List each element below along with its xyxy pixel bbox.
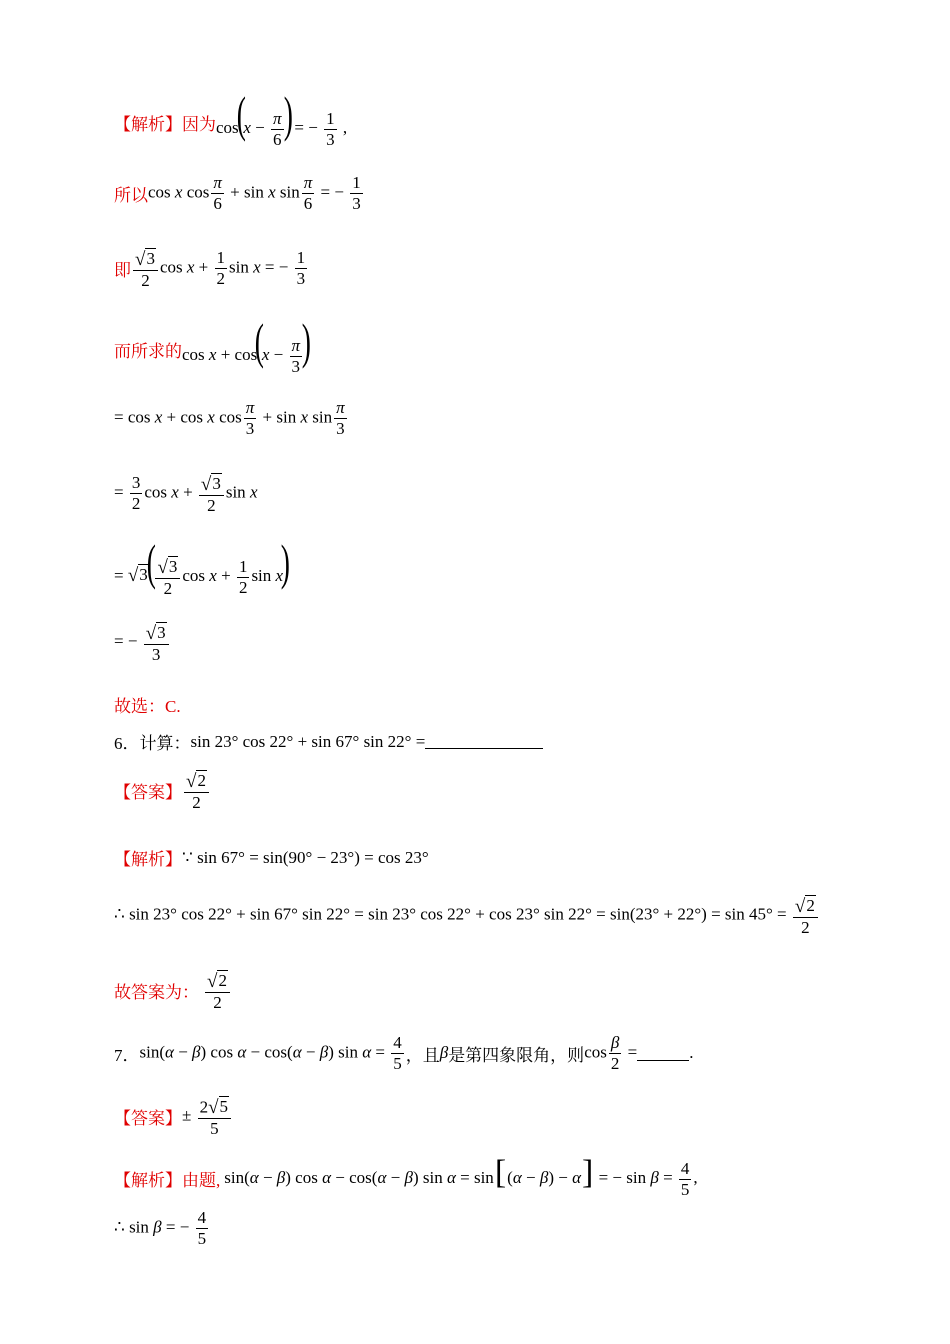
q7-number: 7． <box>114 1045 140 1065</box>
q7-derivation <box>114 1209 210 1248</box>
math-expression: cos $\frac{\beta}{2}$ = <box>584 1033 638 1073</box>
q7-condition-2: 是第四象限角，则 <box>448 1045 585 1065</box>
q6-number: 6． <box>114 734 140 753</box>
q5-line-4 <box>114 313 311 376</box>
q5-line-7 <box>114 534 290 598</box>
q6-derivation <box>114 895 820 936</box>
q7-jiexi-tag: 【解析】 <box>114 1170 182 1190</box>
q5-line1-prefix: 因为 <box>182 114 216 134</box>
q7-answer <box>114 1096 233 1137</box>
q5-conclusion: 故选：C. <box>114 697 181 716</box>
q5-line3-prefix: 即 <box>114 261 131 281</box>
math-expression: = − √ 3 3 <box>114 622 171 663</box>
q7-answer-tag: 【答案】 <box>114 1109 182 1129</box>
q5-line-1 <box>114 86 348 149</box>
q5-line-5 <box>114 399 349 438</box>
q7-jiexi <box>114 1154 698 1199</box>
math-expression: ± 2 √ 5 5 <box>182 1096 233 1137</box>
math-expression: √ 2 2 <box>203 970 232 1011</box>
q6-question <box>114 729 543 754</box>
q5-line-8 <box>114 622 171 663</box>
math-expression: cos x cos $\frac{\pi}{6}$ + sin x sin $\frac{\pi}{6}$ = − $\frac{1}{3}$ <box>148 173 361 213</box>
q6-answer <box>114 770 211 811</box>
q5-line-6 <box>114 473 257 514</box>
math-expression: = $\frac{3}{2}$ cos x + √ 3 2 sin x <box>114 473 258 515</box>
math-expression: sin(α − β) cos α − cos(α − β) sin α = sin[(α − β) − α] = − sin β = $\frac{4}{5}$ , <box>224 1154 698 1199</box>
math-expression: sin(α − β) cos α − cos(α − β) sin α = $\frac{4}{5}$ <box>139 1033 402 1073</box>
q6-answer-tag: 【答案】 <box>114 783 182 803</box>
q7-question: 7． sin(α − β) cos α − cos(α − β) sin α = $\frac{4}{5}$ ，且 β 是第四象限角，则 cos $\frac{\beta}{2}$ = . <box>114 1033 694 1073</box>
q7-jiexi-prefix: 由题, <box>182 1170 221 1190</box>
q5-line4-prefix: 而所求的 <box>114 341 182 361</box>
q5-line-2 <box>114 174 365 213</box>
q5-line2-prefix: 所以 <box>114 185 148 205</box>
math-expression: sin 23° cos 22° + sin 67° sin 22° = <box>190 731 426 751</box>
q7-condition: ，且 <box>405 1045 440 1065</box>
math-expression: cos(x − $\frac{\pi}{6}$ ) = − $\frac{1}{3}$ , <box>216 86 348 149</box>
math-expression: √ 3 2 cos x + $\frac{1}{2}$ sin x = − $\frac{1}{3}$ <box>135 248 306 290</box>
math-expression: ∴ sin β = − $\frac{4}{5}$ <box>114 1208 207 1248</box>
math-beta: β <box>439 1043 449 1063</box>
q6-final <box>114 970 232 1011</box>
math-expression: ∴ sin 23° cos 22° + sin 67° sin 22° = sin 23° cos 22° + cos 23° sin 22° = sin(23° + 22°) = sin 45° = √ 2 2 <box>114 895 820 936</box>
q6-jiexi-tag: 【解析】 <box>114 850 182 869</box>
answer-blank <box>425 734 543 749</box>
math-expression: √ 2 2 <box>182 770 211 811</box>
q5-line-3 <box>114 248 309 289</box>
q6-prompt: 计算： <box>139 734 191 753</box>
q5-jiexi-tag: 【解析】 <box>114 114 182 134</box>
math-expression: ∵ sin 67° = sin(90° − 23°) = cos 23° <box>182 847 429 867</box>
q6-jiexi <box>114 845 429 870</box>
math-expression: = √ 3 ( √ 3 2 cos x + $\frac{1}{2}$ sin x) <box>114 534 290 598</box>
math-expression: = cos x + cos x cos $\frac{\pi}{3}$ + sin x sin $\frac{\pi}{3}$ <box>114 398 345 438</box>
q6-final-label: 故答案为： <box>114 983 199 1003</box>
math-expression: cos x + cos(x − $\frac{\pi}{3}$ ) <box>182 313 311 376</box>
answer-blank <box>637 1046 689 1061</box>
